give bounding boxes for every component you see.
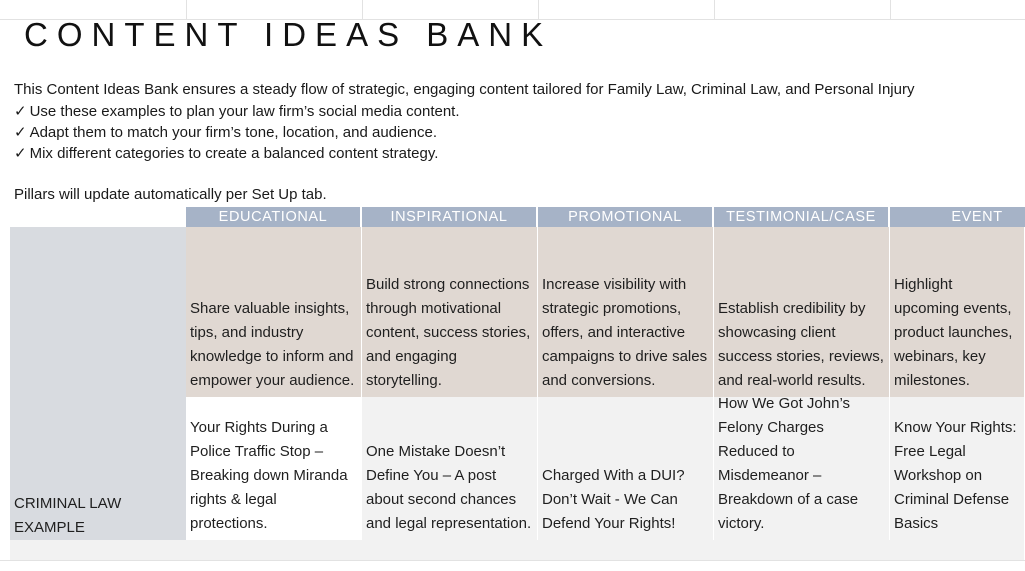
example-cell-event[interactable] xyxy=(890,397,1025,540)
bullet-item xyxy=(14,102,460,120)
description-cell-promotional[interactable] xyxy=(538,227,714,397)
example-text: Your Rights During a Police Traffic Stop – Breaking down Miranda rights & legal protections. xyxy=(190,419,348,532)
description-text: Increase visibility with strategic promotions, offers, and interactive campaigns to drive sales and conversions. xyxy=(542,276,708,389)
checkmark-icon: ✓ xyxy=(14,145,27,162)
bullet-text: Mix different categories to create a balanced content strategy. xyxy=(29,145,439,162)
column-header-inspirational[interactable]: INSPIRATIONAL xyxy=(362,207,538,227)
row-label: CRIMINAL LAW EXAMPLE xyxy=(14,495,122,536)
example-text: Charged With a DUI? Don’t Wait - We Can Defend Your Rights! xyxy=(542,467,685,532)
example-cell-educational[interactable] xyxy=(186,397,362,540)
pillars-note: Pillars will update automatically per Set Up tab. xyxy=(14,186,327,203)
checkmark-icon: ✓ xyxy=(14,103,27,120)
example-cell-promotional[interactable] xyxy=(538,397,714,540)
description-cell-testimonial[interactable] xyxy=(714,227,890,397)
column-header-testimonial[interactable]: TESTIMONIAL/CASE xyxy=(714,207,890,227)
description-cell-educational[interactable] xyxy=(186,227,362,397)
bullet-text: Adapt them to match your firm’s tone, location, and audience. xyxy=(29,124,438,141)
bullet-item xyxy=(14,123,437,141)
grid-col-line xyxy=(890,0,891,20)
description-text: Establish credibility by showcasing client success stories, reviews, and real-world results. xyxy=(718,300,884,389)
example-cell-inspirational[interactable] xyxy=(362,397,538,540)
column-header-event[interactable]: EVENT xyxy=(890,207,1025,227)
bullet-text: Use these examples to plan your law firm’s social media content. xyxy=(29,103,460,120)
page-title: CONTENT IDEAS BANK xyxy=(24,16,553,53)
description-cell-inspirational[interactable] xyxy=(362,227,538,397)
checkmark-icon: ✓ xyxy=(14,124,27,141)
description-text: Highlight upcoming events, product launches, webinars, key milestones. xyxy=(894,276,1013,389)
example-text: How We Got John’s Felony Charges Reduced to Misdemeanor – Breakdown of a case victory. xyxy=(718,397,859,532)
column-header-educational[interactable]: EDUCATIONAL xyxy=(186,207,362,227)
grid-row-line xyxy=(0,560,1025,561)
description-cell-event[interactable] xyxy=(890,227,1025,397)
example-cell-testimonial[interactable] xyxy=(714,397,890,540)
description-text: Share valuable insights, tips, and industry knowledge to inform and empower your audience. xyxy=(190,300,355,389)
example-text: Know Your Rights: Free Legal Workshop on Criminal Defense Basics xyxy=(894,419,1017,532)
column-header-promotional[interactable]: PROMOTIONAL xyxy=(538,207,714,227)
description-text: Build strong connections through motivational content, success stories, and engaging storytelling. xyxy=(366,276,531,389)
grid-col-line xyxy=(714,0,715,20)
empty-row-cell[interactable] xyxy=(10,540,1025,560)
example-text: One Mistake Doesn’t Define You – A post about second chances and legal representation. xyxy=(366,443,532,532)
bullet-item xyxy=(14,144,438,162)
intro-text: This Content Ideas Bank ensures a steady flow of strategic, engaging content tailored for Family Law, Criminal Law, and Personal Injury xyxy=(14,81,915,98)
